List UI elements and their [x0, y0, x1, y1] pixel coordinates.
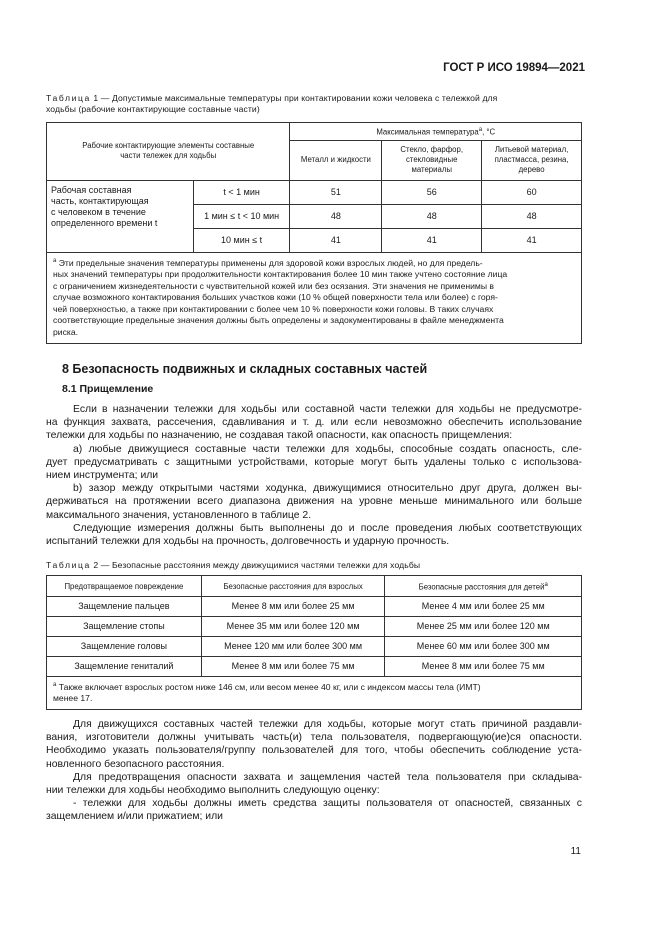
header-contact-elements: Рабочие контактирующие элементы составные части тележек для ходьбы	[47, 123, 290, 181]
table-cell: Защемление гениталий	[47, 657, 202, 677]
time-cell: t < 1 мин	[193, 180, 290, 204]
table-cell: Менее 35 мм или более 120 мм	[201, 617, 385, 637]
table1-caption-label: Таблица	[46, 93, 91, 103]
table-cell: Менее 8 мм или более 75 мм	[201, 657, 385, 677]
value-cell: 41	[482, 228, 582, 252]
safe-distance-table	[46, 575, 582, 710]
table2-caption	[46, 560, 582, 571]
header-child: Безопасные расстояния для детей$^a$	[385, 576, 582, 597]
value-cell: 41	[290, 228, 382, 252]
table2-caption-text: 2 — Безопасные расстояния между движущимися частями тележки для ходьбы	[90, 560, 421, 570]
table-cell: Менее 4 мм или более 25 мм	[385, 597, 582, 617]
value-cell: 48	[382, 204, 482, 228]
row-label-contact-part: Рабочая составная часть, контактирующая с человеком в течение определенного времени t	[47, 180, 194, 252]
table1-footnote: $^a$ Эти предельные значения температуры применены для здоровой кожи взрослых людей, но для предель- ных значений температуры при продолжительности контактирования более 10 мин также учтено состояние лица с ограничением жизнедеятельности с чувствительной кожей или без осязания. Эти значения не применимы в случае возможного контактирования больших участков кожи (10 % общей поверхности тела или более) с горя- чей поверхностью, а также при контактировании с более чем 10 % поверхности кожи головы. В таких случаях соответствующие предельные значения должны быть определены и задокументированы в файле менеджмента риска.	[47, 252, 582, 343]
subsection-heading: 8.1 Прищемление	[62, 383, 154, 395]
table2-footnote: $^a$ Также включает взрослых ростом ниже 146 см, или весом менее 40 кг, или с индексом массы тела (ИМТ) менее 17.	[47, 677, 582, 710]
table-cell: Менее 8 мм или более 25 мм	[201, 597, 385, 617]
header-adult: Безопасные расстояния для взрослых	[201, 576, 385, 597]
table1-caption	[46, 93, 582, 115]
document-code: ГОСТ Р ИСО 19894—2021	[443, 62, 585, 74]
header-max-temperature: Максимальная температура$^a$, °C	[290, 123, 582, 141]
time-cell: 1 мин ≤ t < 10 мин	[193, 204, 290, 228]
value-cell: 48	[290, 204, 382, 228]
page-number: 11	[570, 846, 581, 857]
section-heading: 8 Безопасность подвижных и складных составных частей	[62, 362, 428, 376]
paragraph: Для движущихся составных частей тележки для ходьбы, которые могут стать причиной раздавли- вания, изготовители должны учитывать часть(и) тела пользователя, подвергающую(ие)ся опасности. Необходимо указать пользователя/группу пользователей для того, чтобы обеспечить соблюдение уста- новленного безопасного расстояния. Для предотвращения опасности захвата и защемления частей тела пользователя при складыва- нии тележки для ходьбы необходимо выполнить следующую оценку: - тележки для ходьбы должны иметь средства защиты пользователя от опасностей, связанных с защемлением и/или прижатием; или	[46, 719, 582, 823]
header-wood: Литьевой материал, пластмасса, резина, дерево	[482, 140, 582, 180]
table-cell: Защемление пальцев	[47, 597, 202, 617]
table2-caption-label: Таблица	[46, 560, 91, 570]
value-cell: 60	[482, 180, 582, 204]
table-cell: Защемление головы	[47, 637, 202, 657]
value-cell: 48	[482, 204, 582, 228]
table1-caption-text: 1 — Допустимые максимальные температуры при контактировании кожи человека с тележкой для	[90, 93, 498, 103]
header-metal: Металл и жидкости	[290, 140, 382, 180]
value-cell: 41	[382, 228, 482, 252]
time-cell: 10 мин ≤ t	[193, 228, 290, 252]
table-cell: Менее 8 мм или более 75 мм	[385, 657, 582, 677]
temperature-table	[46, 122, 582, 344]
value-cell: 51	[290, 180, 382, 204]
header-glass: Стекло, фарфор, стекловидные материалы	[382, 140, 482, 180]
table-cell: Менее 120 мм или более 300 мм	[201, 637, 385, 657]
table-cell: Менее 60 мм или более 300 мм	[385, 637, 582, 657]
table1-caption-text-line2: ходьбы (рабочие контактирующие составные части)	[46, 104, 260, 114]
table-cell: Менее 25 мм или более 120 мм	[385, 617, 582, 637]
value-cell: 56	[382, 180, 482, 204]
header-hazard: Предотвращаемое повреждение	[47, 576, 202, 597]
table-cell: Защемление стопы	[47, 617, 202, 637]
paragraph: Если в назначении тележки для ходьбы или составной части тележки для ходьбы не предусмотре- на функция захвата, рассечения, сдавливания и т. д. или если невозможно обеспечить использование тележки для ходьбы по назначению, не создавая такой опасности, как опасность прищемления: a) любые движущиеся составные части тележки для ходьбы, способные создать опасность, сле- дует предусматривать с защитными устройствами, которые могут быть удалены только с использова- нием инструмента; или b) зазор между открытыми частями ходунка, движущимися относительно друг друга, должен вы- держиваться на протяжении всего диапазона движения на уровне меньше минимального или больше максимального значения, установленного в таблице 2. Следующие измерения должны быть выполнены до и после проведения любых соответствующих испытаний тележки для ходьбы на прочность, долговечность и ударную прочность.	[46, 404, 582, 548]
